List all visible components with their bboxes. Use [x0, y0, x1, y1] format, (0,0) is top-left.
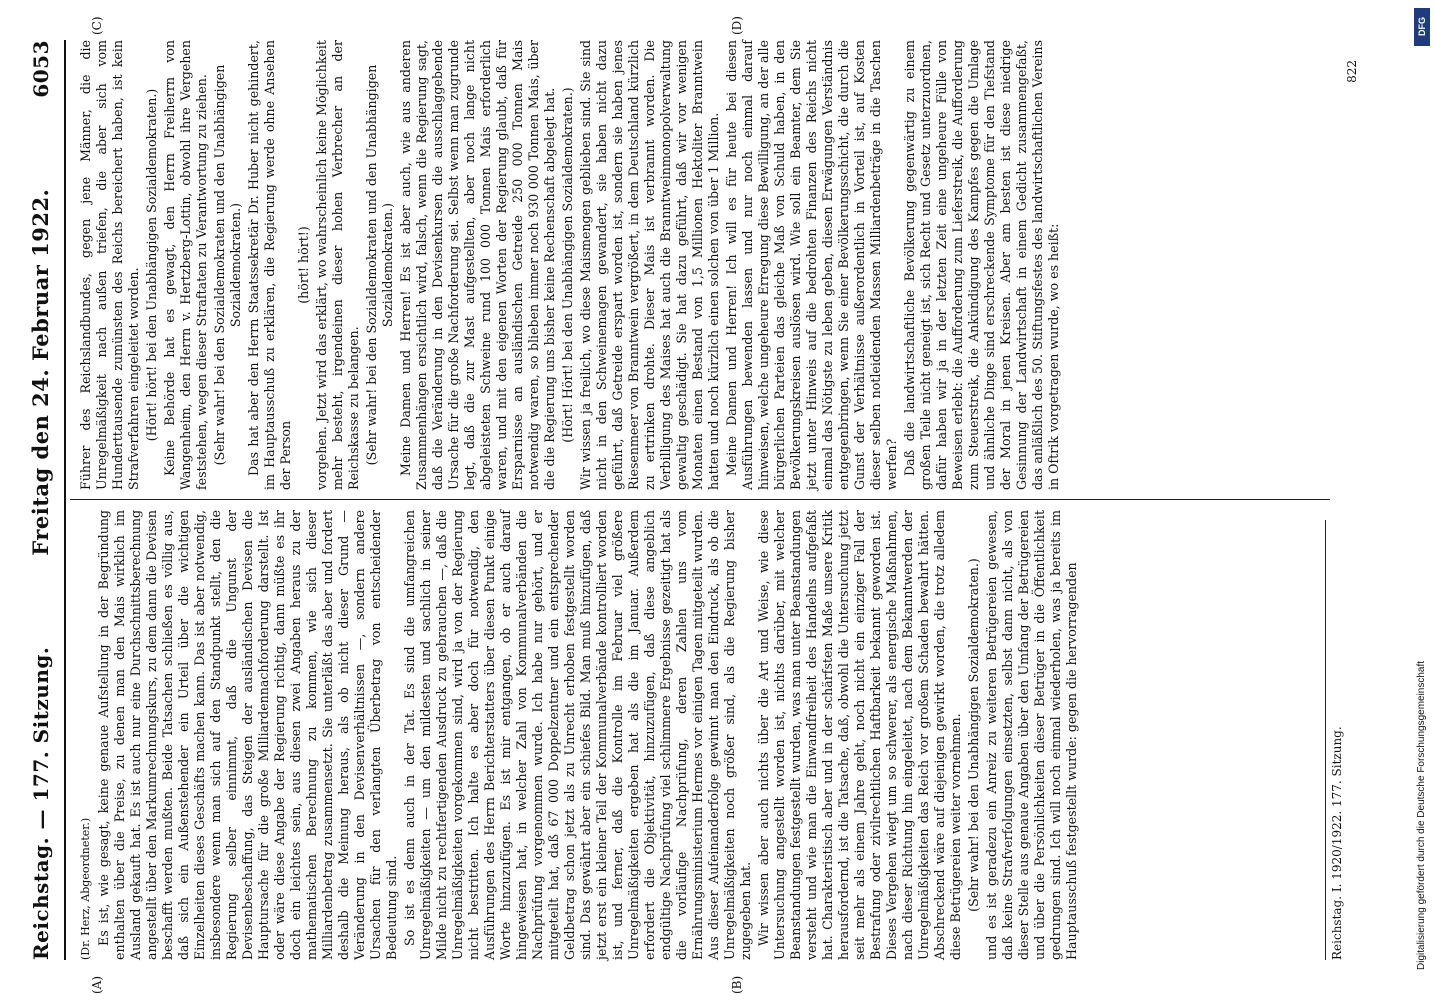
paragraph: Das hat aber den Herrn Staatssekretär Dr. Huber nicht gehindert, im Hauptausschuß zu erklären, die Regierung werde ohne Ansehen der Person: [246, 40, 293, 490]
digitization-note: Digitalisierung gefördert durch die Deutsche Forschungsgemeinschaft: [1416, 660, 1427, 970]
header-left: Reichstag. — 177. Sitzung.: [29, 646, 53, 960]
signature-mark: 822: [1345, 60, 1359, 83]
footer-citation: Reichstag. I. 1920/1922. 177. Sitzung.: [1330, 726, 1344, 960]
paragraph: Daß die landwirtschaftliche Bevölkerung gegenwärtig zu einem großen Teile nicht geneigt ist, sich Recht und Gesetz unterzuordnen, dafür haben wir ja in der letzten Zeit eine ungeheure Fülle von Beweisen erlebt: die Aufforderung zum Lieferstreik, die Aufforderung zum Steuerstreik, die Ankündigung des Kampfes gegen die Umlage und ähnliche Dinge sind erschreckende Symptome für den Tiefstand der Moral in jenen Kreisen. Aber am besten ist diese niedrige Gesinnung der Landwirtschaft in einem Gedicht zusammengefaßt, das anläßlich des 50. Stiftungsfestes des landwirtschaftlichen Vereins in Oftrik vorgetragen wurde, wo es heißt:: [902, 40, 1061, 490]
paragraph: Meine Damen und Herren! Es ist aber auch, wie aus anderen Zusammenhängen ersichtlich wird, falsch, wenn die Regierung sagt, daß die Veränderung in den Devisenkursen die ausschlaggebende Ursache für die große Nachforderung sei. Selbst wenn man zugrunde legt, daß die zur Mast aufgestellten, aber noch lange nicht abgeleisteten Schweine rund 100 000 Tonnen Mais erforderlich waren, und mit den eigenen Worten der Regierung glaubt, daß für Ersparnisse an ausländischen Getreide 250 000 Tonnen Mais notwendig waren, so blieben immer noch 930 000 Tonnen Mais, über die die Regierung uns bisher keine Rechenschaft abgelegt hat.: [398, 40, 557, 490]
text-columns: [78, 40, 1082, 960]
right-column: [78, 40, 1082, 490]
header-rule: [64, 40, 66, 960]
margin-label-c: (C): [90, 16, 104, 35]
page-number: 6053: [29, 40, 53, 98]
paragraph: Meine Damen und Herren! Ich will es für heute bei diesen Ausführungen bewenden lassen und nur noch einmal darauf hinweisen, welche ungeheure Erregung diese Bewilligung, an der alle bürgerlichen Parteien das gleiche Maß von Schuld haben, in den Bevölkerungskreisen auslösen wird. Wie soll ein Beamter, dem Sie jetzt unter Hinweis auf die bedrohten Finanzen des Reichs nicht einmal das Nötigste zu leben geben, diesen Erwägungen Verständnis entgegenbringen, wenn Sie einer Bevölkerungsschicht, die durch die Gunst der Verhältnisse außerordentlich in Vorteil ist, auf Kosten dieser selben notleidenden Massen Milliardenbeträge in die Taschen werfen?: [724, 40, 899, 490]
left-column: [78, 510, 1082, 960]
interjection: (Hört! hört! bei den Unabhängigen Sozialdemokraten.): [144, 88, 159, 442]
page-header: [28, 40, 62, 960]
interjection: (Sehr wahr! bei den Sozialdemokraten und den Unabhängigen Sozialdemokraten.): [364, 64, 395, 466]
paragraph: vorgehen. Jetzt wird das erklärt, wo wahrscheinlich keine Möglichkeit mehr besteht, irgendeinen dieser hohen Verbrecher an der Reichskasse zu belangen.: [314, 40, 361, 490]
header-center: Freitag den 24. Februar 1922.: [28, 188, 53, 556]
interjection: (Sehr wahr! bei den Sozialdemokraten und den Unabhängigen Sozialdemokraten.): [212, 64, 243, 466]
interjection: (Sehr wahr! bei den Unabhängigen Sozialdemokraten.): [966, 558, 981, 912]
margin-label-a: (A): [90, 975, 104, 994]
speaker-note: (Dr. Herz, Abgeordneter.): [79, 817, 92, 960]
paragraph: Wir wissen ja freilich, wo diese Maismengen geblieben sind. Sie sind nicht in den Schweinemagen gewandert, sie haben nicht dazu geführt, daß Getreide erspart worden ist, sondern sie haben jenes Riesenmeer von Branntwein vergrößert, in dem Deutschland kürzlich zu ertrinken drohte. Dieser Mais ist verbrannt worden. Die Verbilligung des Maises hat auch die Branntweinmonopolverwaltung gewaltig geschädigt. Sie hat dazu geführt, daß wir vor wenigen Monaten einen Bestand von 1,5 Millionen Hektoliter Branntwein hatten und noch kürzlich einen solchen von über 1 Million.: [578, 40, 721, 490]
margin-label-d: (D): [730, 16, 744, 35]
dfg-logo: DFG: [1414, 8, 1430, 46]
paragraph: Keine Behörde hat es gewagt, den Herrn Freiherrn von Wangenheim, den Herrn v. Hertzberg-Lottin, obwohl ihre Vergehen feststehen, wegen dieser Straftaten zu Verantwortung zu ziehen.: [162, 40, 209, 490]
paragraph: und es ist geradezu ein Anreiz zu weiteren Betrügereien gewesen, daß keine Strafverfolgungen einsetzten, selbst dann nicht, als von dieser Stelle aus genaue Angaben über den Umfang der Betrügereien und über die Persönlichkeiten dieser Betrüger in die Öffentlichkeit gedrungen sind. Ich will noch einmal wiederholen, was ja bereits im Hauptausschuß festgestellt wurde: gegen die hervorragenden: [984, 510, 1079, 960]
paragraph: Es ist, wie gesagt, keine genaue Aufstellung in der Begründung enthalten über die Preise, zu denen man den Mais wirklich im Ausland gekauft hat. Es ist auch nur eine Durchschnittsberechnung angestellt über den Markumrechnungskurs, zu dem dann die Devisen beschafft werden mußten. Beide Tatsachen schließen es völlig aus, daß sich ein Außenstehender ein Urteil über die wichtigen Einzelheiten dieses Geschäfts machen kann. Das ist aber notwendig, insbesondere wenn man sich auf den Standpunkt stellt, den die Regierung selber einnimmt, daß die Ungunst der Devisenbeschaffung, das Steigen der ausländischen Devisen die Hauptursache für die große Milliardennachforderung darstellt. Ist oder wäre diese Angabe der Regierung richtig, dann müßte es ihr doch ein leichtes sein, aus diesen zwei Angaben heraus zu der mathematischen Berechnung zu kommen, wie sich dieser Milliardenbetrag zusammensetzt. Sie unterläßt das aber und fordert deshalb die Meinung heraus, als ob nicht dieser Grund — Veränderung in den Devisenverhältnissen —, sondern andere Ursachen für den verlangten Überbetrag von entscheidender Bedeutung sind.: [96, 510, 399, 960]
paragraph: Führer des Reichslandbundes, gegen jene Männer, die die Unregelmäßigkeit nach außen triefen, die aber sich vom Hunderttausende zumünsten des Reichs bereichert haben, ist kein Strafverfahren eingeleitet worden.: [78, 40, 141, 490]
interjection: (hört! hört!): [296, 226, 311, 304]
interjection: (Hört! Hört! bei den Unabhängigen Sozialdemokraten.): [560, 87, 575, 443]
footer-rule: [1325, 520, 1326, 960]
paragraph: So ist es denn auch in der Tat. Es sind die umfangreichen Unregelmäßigkeiten — um den mildesten und sachlich in seiner Milde nicht zu rechtfertigenden Ausdruck zu gebrauchen —, daß die Unregelmäßigkeiten vorgekommen sind, wird ja von der Regierung nicht bestritten. Ich halte es aber doch für notwendig, den Ausführungen des Herrn Berichterstatters über diesen Punkt einige Worte hinzuzufügen. Es ist mir entgangen, ob er auch darauf hingewiesen hat, in welcher Zahl von Kommunalverbänden die Nachprüfung vorgenommen wurde. Ich habe nur gehört, und er mitgeteilt hat, daß 67 000 Doppelzentner und ein entsprechender Geldbetrag schon jetzt als zu Unrecht erhoben festgestellt worden sind. Das gewährt aber ein schiefes Bild. Man muß hinzufügen, daß jetzt erst ein kleiner Teil der Kommunalverbände kontrolliert worden ist, und ferner, daß die Kontrolle im Februar viel größere Unregelmäßigkeiten ergeben hat als die im Januar. Außerdem erfordert die Objektivität, hinzuzufügen, daß diese angeblich endgültige Nachprüfung viel schlimmere Ergebnisse gezeitigt hat als die vorläufige Nachprüfung, deren Zahlen uns vom Ernährungsministerium Hermes vor einigen Tagen mitgeteilt wurden. Aus dieser Aufeinanderfolge gewinnt man den Eindruck, als ob die Unregelmäßigkeiten noch größer sind, als die Regierung bisher zugegeben hat.: [402, 510, 753, 960]
margin-label-b: (B): [730, 975, 744, 994]
paragraph: Wir wissen aber auch nichts über die Art und Weise, wie diese Untersuchung angestellt worden ist, nichts darüber, mit welcher Beanstandungen festgestellt wurden, was man unter Beanstandungen versteht und wie man die Einwandfreiheit des Handelns aufgefaßt hat. Charakteristisch aber und in der schärfsten Maße unsere Kritik herausfordernd, ist die Tatsache, daß, obwohl die Untersuchung jetzt seit mehr als einem Jahre geht, noch nicht ein einziger Fall der Bestrafung oder zivilrechtlichen Haftbarkeit bekannt geworden ist. Dieses Vergehen wiegt um so schwerer, als energische Maßnahmen, nach dieser Richtung hin eingeleitet, nach dem Bekanntwerden der Unregelmäßigkeiten das Reich vor großem Schaden bewahrt hätten. Abschreckend wäre auf diejenigen gewirkt worden, die trotz alledem diese Betrügereien weiter vornehmen.: [756, 510, 963, 960]
